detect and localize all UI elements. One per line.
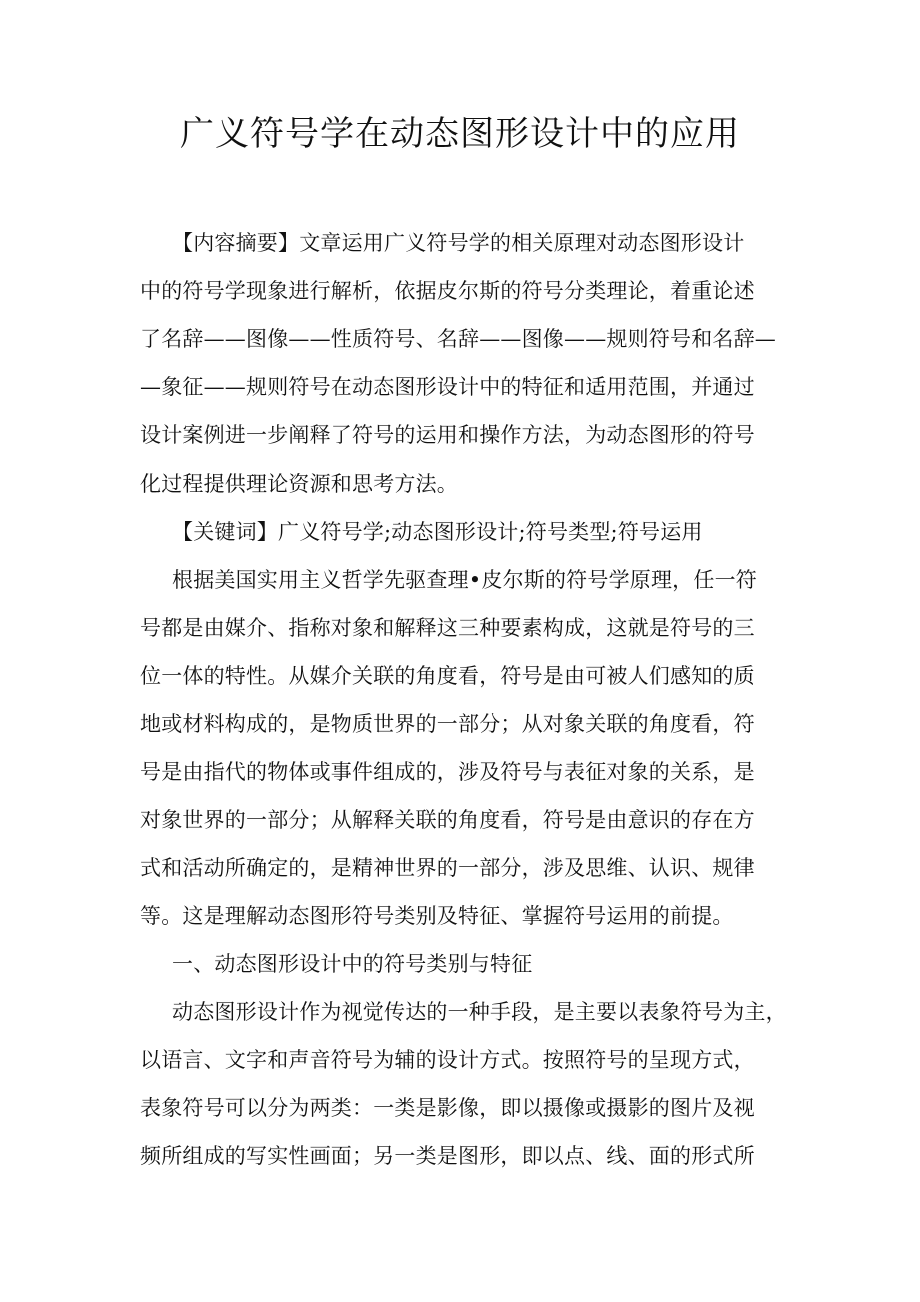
- body-line: 对象世界的一部分；从解释关联的角度看，符号是由意识的存在方: [140, 808, 755, 832]
- section-heading: 一、动态图形设计中的符号类别与特征: [172, 952, 533, 976]
- page-title: 广义符号学在动态图形设计中的应用: [180, 114, 740, 154]
- body-line: 表象符号可以分为两类：一类是影像，即以摄像或摄影的图片及视: [140, 1096, 755, 1120]
- abstract-line: 了名辞——图像——性质符号、名辞——图像——规则符号和名辞—: [140, 327, 776, 351]
- body-line: 根据美国实用主义哲学先驱查理•皮尔斯的符号学原理，任一符: [172, 568, 757, 592]
- body-line: 号都是由媒介、指称对象和解释这三种要素构成，这就是符号的三: [140, 616, 755, 640]
- body-line: 号是由指代的物体或事件组成的，涉及符号与表征对象的关系，是: [140, 760, 755, 784]
- body-line: 动态图形设计作为视觉传达的一种手段，是主要以表象符号为主，: [172, 1000, 787, 1024]
- abstract-line: 化过程提供理论资源和思考方法。: [140, 472, 458, 496]
- body-line: 以语言、文字和声音符号为辅的设计方式。按照符号的呈现方式，: [140, 1048, 755, 1072]
- abstract-line: 设计案例进一步阐释了符号的运用和操作方法，为动态图形的符号: [140, 423, 755, 447]
- abstract-line: 【内容摘要】文章运用广义符号学的相关原理对动态图形设计: [172, 231, 745, 255]
- body-line: 等。这是理解动态图形符号类别及特征、掌握符号运用的前提。: [140, 904, 734, 928]
- body-line: 地或材料构成的，是物质世界的一部分；从对象关联的角度看，符: [140, 712, 755, 736]
- abstract-line: 中的符号学现象进行解析，依据皮尔斯的符号分类理论，着重论述: [140, 279, 755, 303]
- abstract-line: —象征——规则符号在动态图形设计中的特征和适用范围，并通过: [140, 375, 755, 399]
- body-line: 频所组成的写实性画面；另一类是图形，即以点、线、面的形式所: [140, 1144, 755, 1168]
- body-line: 式和活动所确定的，是精神世界的一部分，涉及思维、认识、规律: [140, 856, 755, 880]
- keywords-line: 【关键词】广义符号学;动态图形设计;符号类型;符号运用: [172, 520, 703, 544]
- body-line: 位一体的特性。从媒介关联的角度看，符号是由可被人们感知的质: [140, 664, 755, 688]
